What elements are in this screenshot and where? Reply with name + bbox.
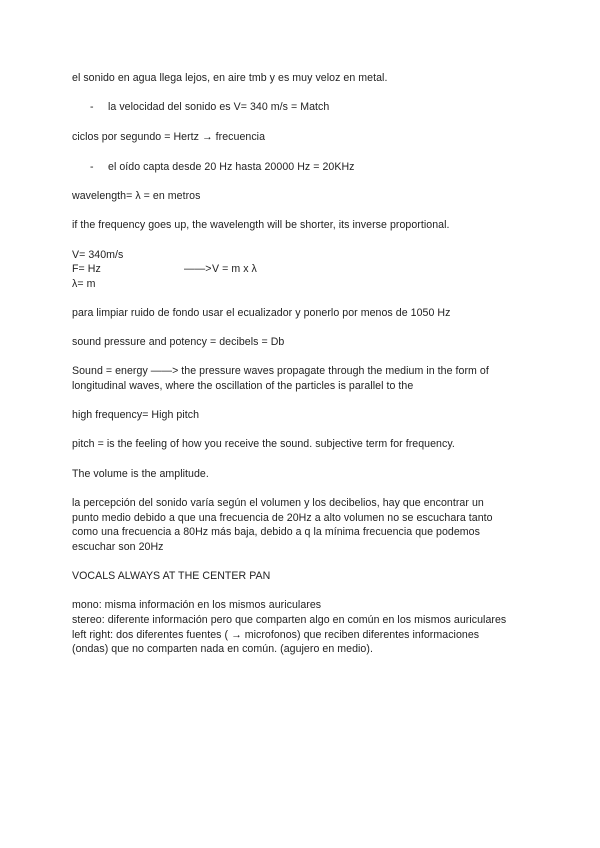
paragraph-pitch: pitch = is the feeling of how you receive the sound. subjective term for frequency. [72,438,455,450]
bullet-marker: - [90,161,94,173]
paragraph-left-right-cont: (ondas) que no comparten nada en común. (agujero en medio). [72,643,373,655]
paragraph-perception-line4: escuchar son 20Hz [72,541,164,553]
formula-velocity: V= 340m/s [72,249,124,261]
paragraph-sound-media: el sonido en agua llega lejos, en aire tmb y es muy veloz en metal. [72,72,388,84]
paragraph-frequency-wavelength: if the frequency goes up, the wavelength will be shorter, its inverse proportional. [72,219,450,231]
formula-lambda: λ= m [72,278,96,290]
paragraph-stereo: stereo: diferente información pero que comparten algo en común en los mismos auriculares [72,614,507,626]
paragraph-perception-line1: la percepción del sonido varía según el volumen y los decibelios, hay que encontrar un [72,497,484,509]
paragraph-perception-line3: como una frecuencia a 80Hz más baja, debido a q la mínima frecuencia que podemos [72,526,480,538]
paragraph-sound-energy-line2: longitudinal waves, where the oscillation of the particles is parallel to the [72,380,414,392]
formula-frequency: F= Hz [72,263,101,275]
paragraph-sound-energy-line1: Sound = energy ——> the pressure waves propagate through the medium in the form of [72,365,489,377]
paragraph-decibels: sound pressure and potency = decibels = Db [72,336,285,348]
paragraph-mono: mono: misma información en los mismos auriculares [72,599,322,611]
paragraph-wavelength: wavelength= λ = en metros [72,190,201,202]
paragraph-perception-line2: punto medio debido a que una frecuencia de 20Hz a alto volumen no se escuchara tanto [72,512,493,524]
bullet-hearing-range: el oído capta desde 20 Hz hasta 20000 Hz = 20KHz [108,161,355,173]
paragraph-high-pitch: high frequency= High pitch [72,409,200,421]
bullet-marker: - [90,101,94,113]
paragraph-left-right: left right: dos diferentes fuentes ( → microfonos) que reciben diferentes informaciones [72,629,480,641]
paragraph-volume: The volume is the amplitude. [72,468,209,480]
formula-equation: V = m x λ [212,263,257,275]
paragraph-cycles-per-second: ciclos por segundo = Hertz → frecuencia [72,131,266,143]
paragraph-equalizer: para limpiar ruido de fondo usar el ecualizador y ponerlo por menos de 1050 Hz [72,307,451,319]
bullet-speed-of-sound: la velocidad del sonido es V= 340 m/s = Match [108,101,330,113]
formula-arrow: ——> [184,263,212,275]
paragraph-vocals-center: VOCALS ALWAYS AT THE CENTER PAN [72,570,271,582]
